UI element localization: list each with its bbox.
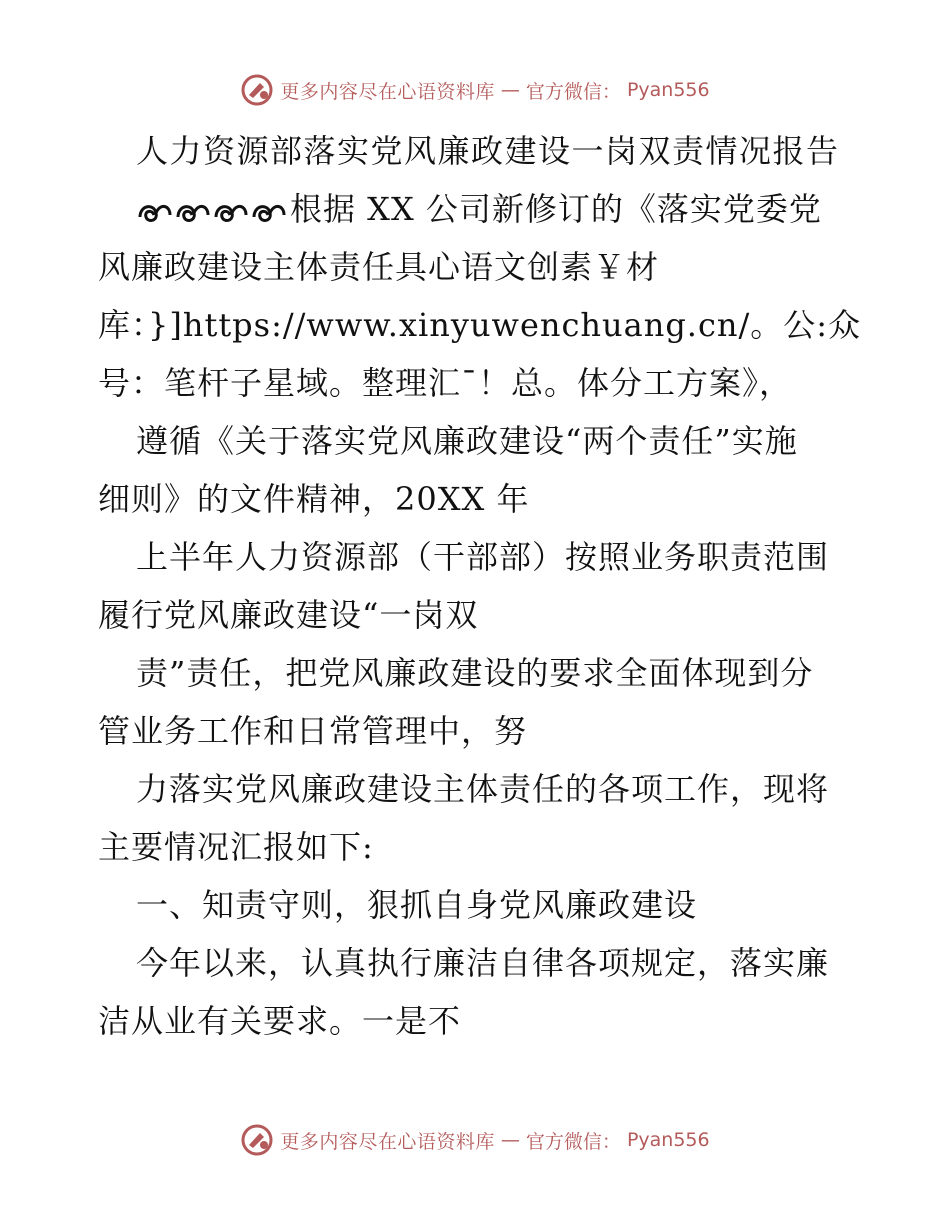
- banner-wechat-id: Pyan556: [626, 79, 710, 101]
- paragraph-line: 主要情况汇报如下:: [98, 828, 374, 866]
- banner-wechat-label: 官方微信：: [525, 80, 621, 103]
- paragraph-line: 履行党风廉政建设“一岗双: [98, 596, 479, 634]
- document-title: 人力资源部落实党风廉政建设一岗双责情况报告: [136, 132, 840, 170]
- paragraph-line: 风廉政建设主体责任具心语文创素￥材: [98, 248, 660, 286]
- paragraph-line: 洁从业有关要求。一是不: [98, 1002, 462, 1040]
- decorative-ornament-icon: [136, 197, 288, 227]
- paragraph-line: 遵循《关于落实党风廉政建设“两个责任”实施: [136, 422, 798, 460]
- paragraph-line: 今年以来，认真执行廉洁自律各项规定，落实廉: [136, 944, 830, 982]
- paragraph-line: 力落实党风廉政建设主体责任的各项工作，现将: [136, 770, 830, 808]
- paragraph-line: [98, 180, 858, 238]
- banner-text: 更多内容尽在心语资料库: [280, 1130, 495, 1153]
- paragraph-line: 上半年人力资源部（干部部）按照业务职责范围: [136, 538, 830, 576]
- footer-watermark-banner: [0, 1120, 950, 1160]
- paragraph-line: 库：}]https://www.xinyuwenchuang.cn/。公:众: [98, 306, 862, 344]
- paragraph-line: 号：笔杆子星域。整理汇¯！总。体分工方案》，: [98, 364, 793, 402]
- logo-icon: [240, 73, 274, 107]
- header-watermark-banner: [0, 70, 950, 110]
- banner-separator: —: [500, 1129, 520, 1151]
- logo-icon: [240, 1123, 274, 1157]
- banner-wechat-label: 官方微信：: [525, 1130, 621, 1153]
- banner-wechat-id: Pyan556: [626, 1129, 710, 1151]
- banner-text: 更多内容尽在心语资料库: [280, 80, 495, 103]
- paragraph-text: 根据 XX 公司新修订的《落实党委党: [290, 190, 822, 228]
- paragraph-line: 责”责任，把党风廉政建设的要求全面体现到分: [136, 654, 814, 692]
- banner-separator: —: [500, 79, 520, 101]
- document-body: [98, 122, 862, 1050]
- section-heading: 一、知责守则，狠抓自身党风廉政建设: [136, 886, 698, 924]
- paragraph-line: 细则》的文件精神，20XX 年: [98, 480, 530, 518]
- paragraph-line: 管业务工作和日常管理中，努: [98, 712, 528, 750]
